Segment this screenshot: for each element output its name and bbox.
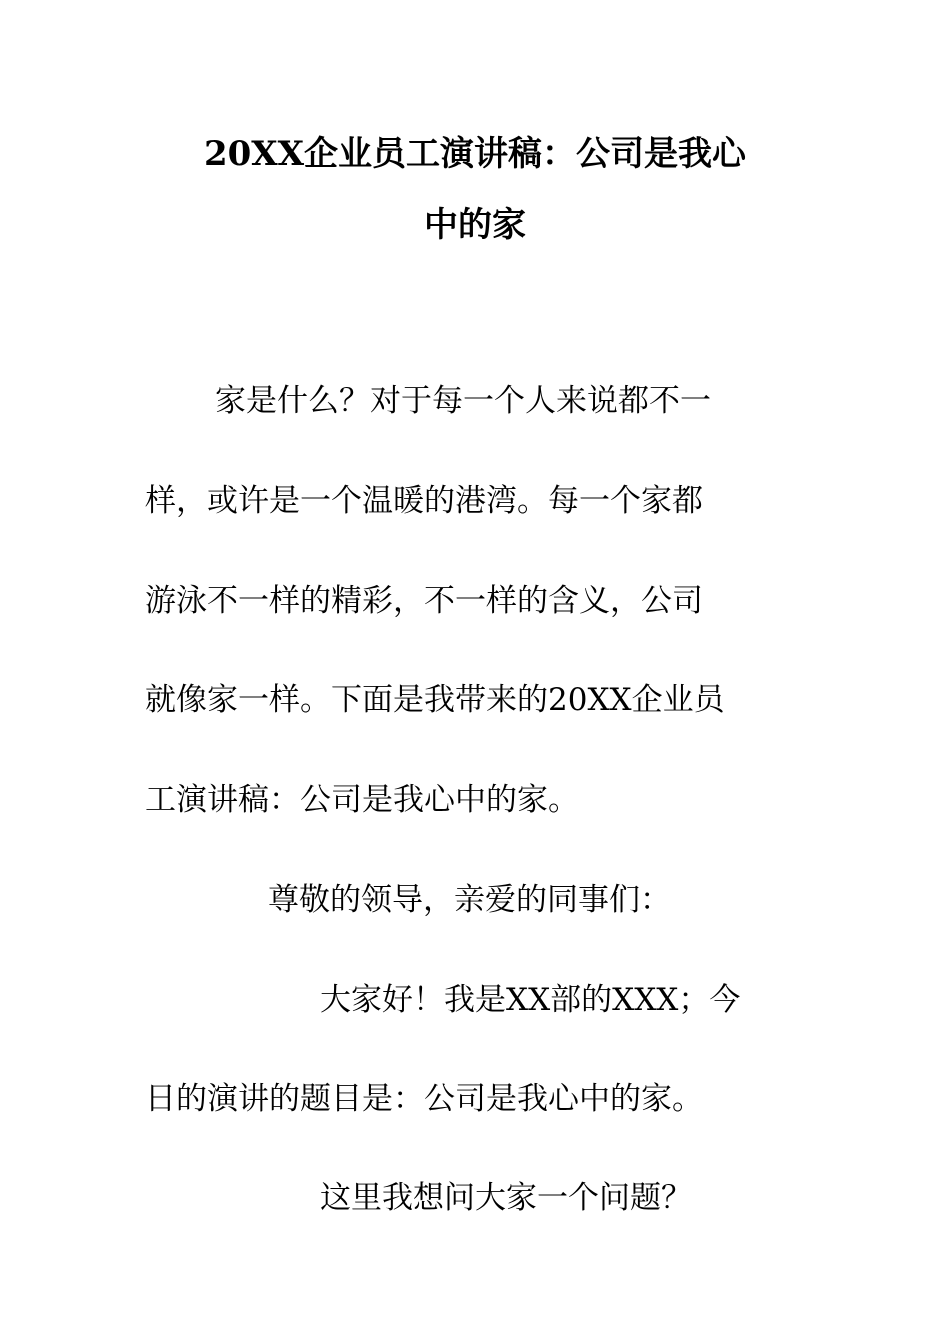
- document-title-line-2: 中的家: [424, 205, 526, 245]
- paragraph-line-5: 工演讲稿：公司是我心中的家。: [145, 782, 579, 818]
- paragraph-line-4: 就像家一样。下面是我带来的20XX企业员: [145, 682, 725, 718]
- document-title-line-1: 20XX企业员工演讲稿：公司是我心: [203, 134, 747, 174]
- salutation-line: 尊敬的领导，亲爱的同事们：: [268, 882, 671, 918]
- paragraph-line-1: 家是什么？对于每一个人来说都不一: [215, 383, 711, 419]
- greeting-line-2: 日的演讲的题目是：公司是我心中的家。: [145, 1081, 703, 1117]
- paragraph-line-2: 样，或许是一个温暖的港湾。每一个家都: [145, 483, 703, 519]
- paragraph-line-3: 游泳不一样的精彩，不一样的含义，公司: [145, 583, 703, 619]
- greeting-line-1: 大家好！我是XX部的XXX；今: [320, 982, 741, 1018]
- question-line: 这里我想问大家一个问题？: [320, 1180, 692, 1216]
